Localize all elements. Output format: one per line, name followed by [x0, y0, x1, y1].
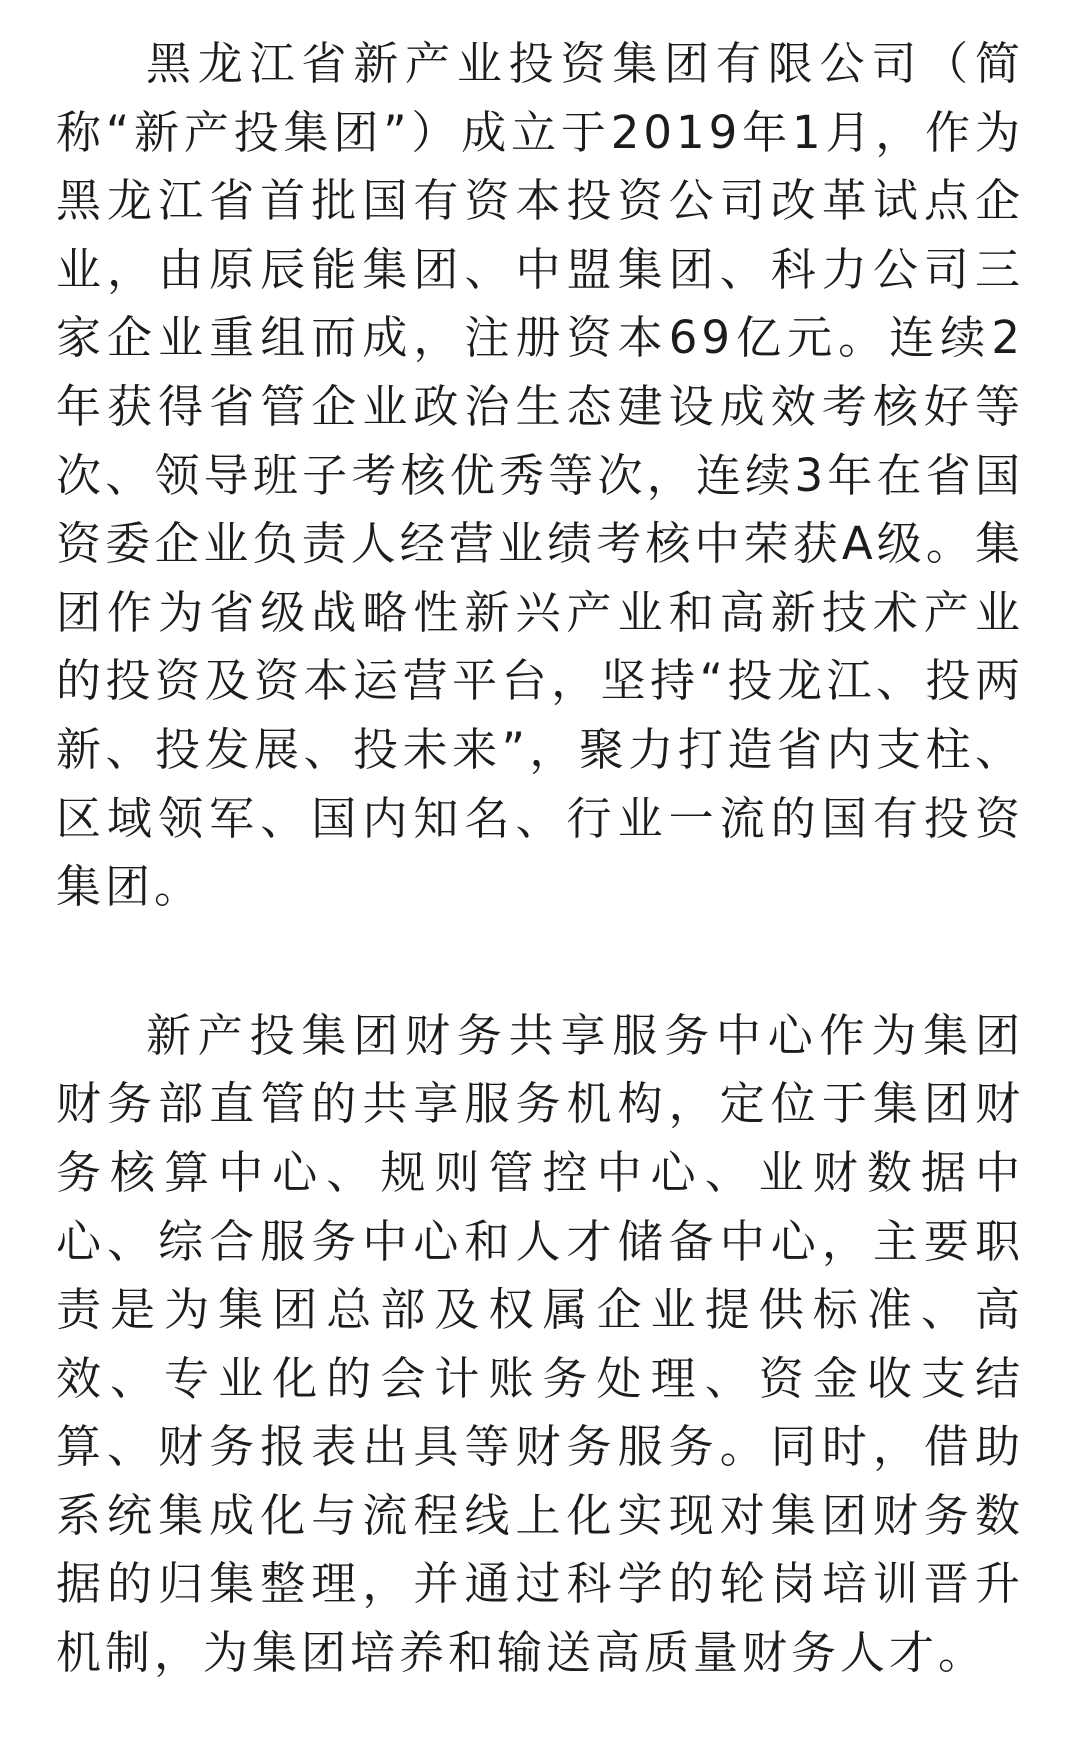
article-body	[56, 30, 1024, 1688]
intro-paragraph: 黑龙江省新产业投资集团有限公司（简称“新产投集团”）成立于2019年1月，作为黑龙江省首批国有资本投资公司改革试点企业，由原辰能集团、中盟集团、科力公司三家企业重组而成，注册资本69亿元。连续2年获得省管企业政治生态建设成效考核好等次、领导班子考核优秀等次，连续3年在省国资委企业负责人经营业绩考核中荣获A级。集团作为省级战略性新兴产业和高新技术产业的投资及资本运营平台，坚持“投龙江、投两新、投发展、投未来”，聚力打造省内支柱、区域领军、国内知名、行业一流的国有投资集团。	[56, 37, 1024, 914]
shared-service-center-paragraph: 新产投集团财务共享服务中心作为集团财务部直管的共享服务机构，定位于集团财务核算中心、规则管控中心、业财数据中心、综合服务中心和人才储备中心，主要职责是为集团总部及权属企业提供标准、高效、专业化的会计账务处理、资金收支结算、财务报表出具等财务服务。同时，借助系统集成化与流程线上化实现对集团财务数据的归集整理，并通过科学的轮岗培训晋升机制，为集团培养和输送高质量财务人才。	[56, 1008, 1024, 1680]
